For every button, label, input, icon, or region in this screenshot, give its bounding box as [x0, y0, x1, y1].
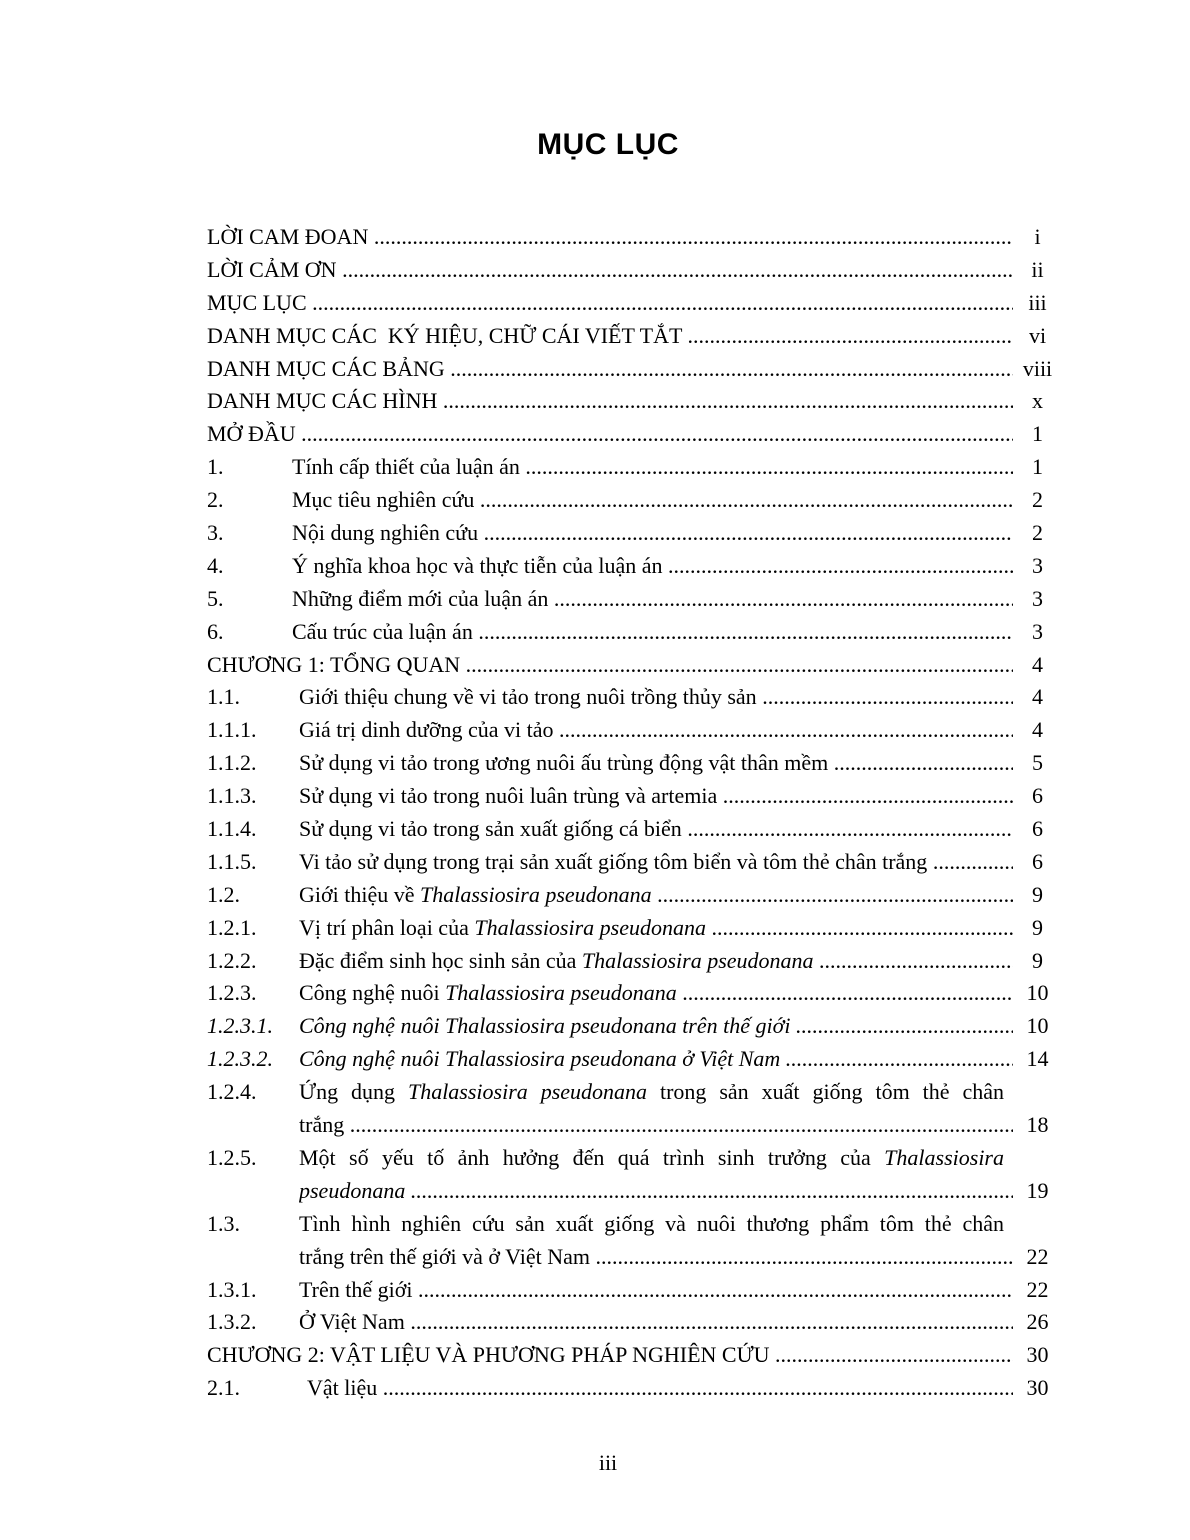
toc-entry-page: 1 [1032, 421, 1043, 447]
toc-entry-page: 4 [1032, 684, 1043, 710]
toc-entry[interactable] [207, 1076, 1060, 1142]
toc-entry-page: 10 [1026, 1013, 1049, 1039]
toc-entry-page: 22 [1026, 1276, 1049, 1302]
page-title: MỤC LỤC [537, 128, 679, 161]
toc-entry-number: 1.2.4. [207, 1079, 257, 1105]
toc-entry-number: 1.2.1. [207, 914, 257, 940]
toc-entry-title: MỞ ĐẦU ..... [207, 421, 1013, 451]
toc-entry-title: Sử dụng vi tảo trong sản xuất giống cá biển ..... [299, 816, 1013, 846]
toc-entry-title: Ý nghĩa khoa học và thực tiễn của luận án ..... [292, 553, 1013, 583]
toc-entry-title: DANH MỤC CÁC HÌNH ..... [207, 388, 1013, 418]
toc-entry[interactable] [207, 846, 1060, 879]
toc-entry-title: CHƯƠNG 1: TỔNG QUAN ..... [207, 652, 1013, 682]
toc-entry-title: Cấu trúc của luận án ..... [292, 619, 1013, 649]
toc-entry-page: 3 [1032, 618, 1043, 644]
toc-entry[interactable] [207, 1306, 1060, 1339]
toc-entry-number: 5. [207, 585, 224, 611]
toc-entry[interactable] [207, 517, 1060, 550]
toc-entry-title: Tính cấp thiết của luận án ..... [292, 454, 1013, 484]
toc-entry[interactable] [207, 616, 1060, 649]
toc-entry[interactable] [207, 1274, 1060, 1307]
toc-entry-title: Giá trị dinh dưỡng của vi tảo ..... [299, 717, 1013, 747]
toc-entry-title: DANH MỤC CÁC BẢNG ..... [207, 356, 1013, 386]
toc-entry[interactable] [207, 1339, 1060, 1372]
toc-entry-number: 1.1.4. [207, 816, 257, 842]
toc-entry-title: Ở Việt Nam ..... [299, 1309, 1013, 1339]
toc-entry-title: DANH MỤC CÁC KÝ HIỆU, CHỮ CÁI VIẾT TẮT ..... [207, 323, 1013, 353]
toc-entry-title: Vị trí phân loại của Thalassiosira pseudonana ..... [299, 915, 1013, 945]
toc-entry[interactable] [207, 1142, 1060, 1208]
toc-entry-page: 1 [1032, 454, 1043, 480]
toc-entry-title: Vi tảo sử dụng trong trại sản xuất giống tôm biển và tôm thẻ chân trắng ..... [299, 849, 1013, 879]
toc-entry-page: 9 [1032, 947, 1043, 973]
toc-entry-page: 3 [1032, 585, 1043, 611]
toc-entry[interactable] [207, 649, 1060, 682]
toc-entry-page: vi [1028, 322, 1047, 348]
table-of-contents [207, 221, 1060, 1405]
toc-entry[interactable] [207, 254, 1060, 287]
toc-entry-page: 6 [1032, 783, 1043, 809]
toc-entry-title-line2: pseudonana ..... [299, 1178, 1013, 1208]
toc-entry-number: 1.1.1. [207, 717, 257, 743]
toc-entry-title: Nội dung nghiên cứu ..... [292, 520, 1013, 550]
toc-entry-title: Sử dụng vi tảo trong nuôi luân trùng và artemia ..... [299, 783, 1013, 813]
toc-entry-title: LỜI CẢM ƠN ..... [207, 257, 1013, 287]
toc-entry[interactable] [207, 1372, 1060, 1405]
toc-entry-number: 2.1. [207, 1375, 240, 1401]
toc-entry-title: Công nghệ nuôi Thalassiosira pseudonana trên thế giới ..... [299, 1013, 1013, 1043]
toc-entry-page: x [1032, 388, 1043, 414]
toc-entry[interactable] [207, 780, 1060, 813]
toc-entry-number: 1.2.2. [207, 947, 257, 973]
toc-entry-page: 6 [1032, 816, 1043, 842]
toc-entry-number: 1.3. [207, 1210, 240, 1236]
toc-entry-page: 19 [1026, 1177, 1049, 1203]
toc-entry[interactable] [207, 714, 1060, 747]
toc-entry-number: 3. [207, 520, 224, 546]
toc-entry[interactable] [207, 385, 1060, 418]
toc-entry-number: 1.1.2. [207, 750, 257, 776]
toc-entry-page: 5 [1032, 750, 1043, 776]
toc-entry-title: Vật liệu ..... [307, 1375, 1013, 1405]
toc-entry[interactable] [207, 912, 1060, 945]
toc-entry[interactable] [207, 813, 1060, 846]
toc-entry-title: Giới thiệu chung về vi tảo trong nuôi trồng thủy sản ..... [299, 684, 1013, 714]
toc-entry-number: 1.1.3. [207, 783, 257, 809]
toc-entry-page: 4 [1032, 651, 1043, 677]
toc-entry-page: 10 [1026, 980, 1049, 1006]
toc-entry-page: 2 [1032, 487, 1043, 513]
toc-entry[interactable] [207, 320, 1060, 353]
toc-entry[interactable] [207, 945, 1060, 978]
toc-entry-title-line1: Ứng dụng Thalassiosira pseudonana trong sản xuất giống tôm thẻ chân [299, 1079, 1004, 1105]
toc-entry-title-line2: trắng ..... [299, 1112, 1013, 1142]
toc-entry-page: 14 [1026, 1046, 1049, 1072]
toc-entry-title: LỜI CAM ĐOAN ..... [207, 224, 1013, 254]
toc-entry-number: 1.1. [207, 684, 240, 710]
toc-entry-number: 6. [207, 618, 224, 644]
toc-entry-page: i [1034, 224, 1041, 249]
toc-entry-number: 1.2.3.1. [207, 1013, 273, 1039]
toc-entry[interactable] [207, 681, 1060, 714]
toc-entry-title: MỤC LỤC ..... [207, 290, 1013, 320]
toc-entry-number: 1.2.3. [207, 980, 257, 1006]
toc-entry[interactable] [207, 353, 1060, 386]
toc-entry-number: 2. [207, 487, 224, 513]
toc-entry[interactable] [207, 550, 1060, 583]
toc-entry[interactable] [207, 451, 1060, 484]
toc-entry-page: 3 [1032, 552, 1043, 578]
toc-entry-number: 1.3.2. [207, 1309, 257, 1335]
toc-entry-page: 4 [1032, 717, 1043, 743]
toc-entry-page: 6 [1032, 848, 1043, 874]
toc-entry-page: viii [1022, 355, 1053, 381]
toc-entry-number: 1.2.5. [207, 1144, 257, 1170]
toc-entry-title: Công nghệ nuôi Thalassiosira pseudonana ..... [299, 980, 1013, 1010]
toc-entry[interactable] [207, 977, 1060, 1010]
toc-entry-page: 26 [1026, 1309, 1049, 1335]
toc-entry-page: iii [1028, 289, 1047, 315]
toc-entry-page: 18 [1026, 1112, 1049, 1138]
toc-entry[interactable] [207, 583, 1060, 616]
toc-entry-title: Sử dụng vi tảo trong ương nuôi ấu trùng động vật thân mềm ..... [299, 750, 1013, 780]
toc-entry-number: 1. [207, 454, 224, 480]
toc-entry-page: 9 [1032, 881, 1043, 907]
toc-entry-page: 9 [1032, 914, 1043, 940]
page-number-footer: iii [598, 1450, 618, 1475]
toc-entry-title: Những điểm mới của luận án ..... [292, 586, 1013, 616]
toc-entry-title-line1: Tình hình nghiên cứu sản xuất giống và nuôi thương phẩm tôm thẻ chân [299, 1210, 1004, 1236]
toc-entry-title: Mục tiêu nghiên cứu ..... [292, 487, 1013, 517]
toc-entry-page: 30 [1026, 1375, 1049, 1401]
toc-entry-title: Đặc điểm sinh học sinh sản của Thalassiosira pseudonana ..... [299, 948, 1013, 978]
toc-entry-number: 1.3.1. [207, 1276, 257, 1302]
toc-entry[interactable] [207, 1208, 1060, 1274]
toc-entry-title-line2: trắng trên thế giới và ở Việt Nam ..... [299, 1244, 1013, 1274]
toc-entry-title: Giới thiệu về Thalassiosira pseudonana ..... [299, 882, 1013, 912]
toc-entry[interactable] [207, 418, 1060, 451]
toc-entry[interactable] [207, 747, 1060, 780]
toc-entry[interactable] [207, 879, 1060, 912]
toc-entry-number: 1.2.3.2. [207, 1046, 273, 1072]
toc-entry-title: Trên thế giới ..... [299, 1277, 1013, 1307]
toc-entry-title-line1: Một số yếu tố ảnh hưởng đến quá trình sinh trưởng của Thalassiosira [299, 1144, 1004, 1170]
toc-entry[interactable] [207, 484, 1060, 517]
toc-entry-number: 1.2. [207, 881, 240, 907]
toc-entry-page: ii [1031, 256, 1044, 282]
toc-entry[interactable] [207, 1043, 1060, 1076]
toc-entry-number: 4. [207, 552, 224, 578]
toc-entry-title: CHƯƠNG 2: VẬT LIỆU VÀ PHƯƠNG PHÁP NGHIÊN CỨU ..... [207, 1342, 1013, 1372]
toc-entry[interactable] [207, 221, 1060, 254]
toc-entry[interactable] [207, 1010, 1060, 1043]
toc-entry-page: 22 [1026, 1243, 1049, 1269]
toc-entry[interactable] [207, 287, 1060, 320]
toc-entry-page: 30 [1026, 1342, 1049, 1368]
toc-entry-title: Công nghệ nuôi Thalassiosira pseudonana ở Việt Nam ..... [299, 1046, 1013, 1076]
toc-entry-number: 1.1.5. [207, 848, 257, 874]
toc-entry-page: 2 [1032, 520, 1043, 546]
